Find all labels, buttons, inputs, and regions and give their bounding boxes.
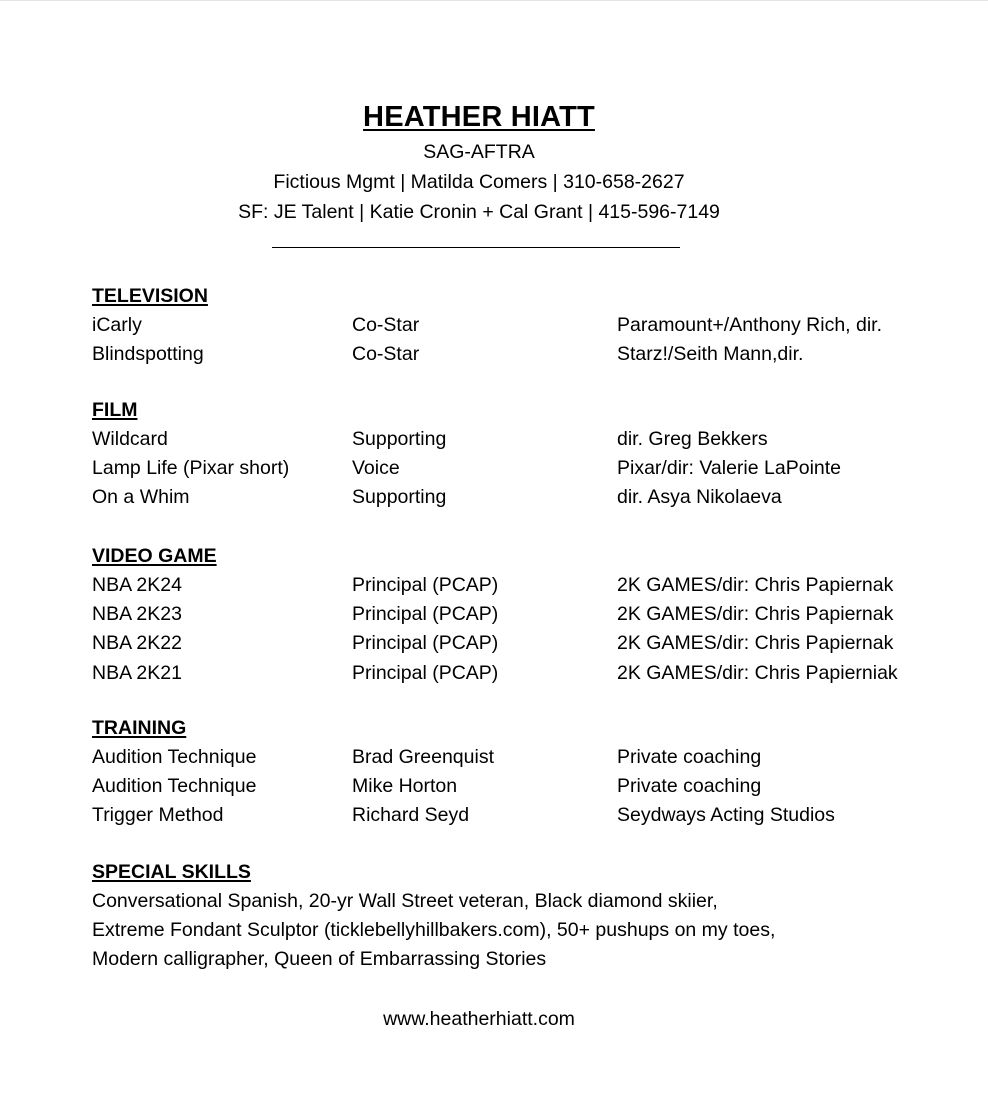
- section-title-video-game: VIDEO GAME: [92, 545, 217, 567]
- training-class: Trigger Method: [92, 804, 224, 827]
- credit-role: Supporting: [352, 486, 447, 509]
- credit-project: NBA 2K21: [92, 661, 182, 684]
- union-affiliation: SAG-AFTRA: [423, 141, 535, 163]
- credit-row: [92, 425, 952, 454]
- credit-details: dir. Asya Nikolaeva: [617, 486, 782, 509]
- credit-details: 2K GAMES/dir: Chris Papierniak: [617, 661, 898, 684]
- credit-role: Co-Star: [352, 314, 420, 336]
- credit-project: NBA 2K22: [92, 632, 182, 655]
- credit-details: 2K GAMES/dir: Chris Papiernak: [617, 574, 894, 596]
- section-title-film: FILM: [92, 399, 138, 421]
- credit-project: NBA 2K23: [92, 603, 182, 626]
- credit-row: [92, 311, 952, 340]
- credit-row: [92, 600, 952, 629]
- training-class: Audition Technique: [92, 746, 257, 768]
- credit-project: iCarly: [92, 314, 142, 336]
- credit-details: Starz!/Seith Mann,dir.: [617, 343, 804, 366]
- credit-project: On a Whim: [92, 486, 190, 509]
- section-special-skills: [92, 858, 952, 975]
- credit-project: NBA 2K24: [92, 574, 182, 596]
- training-teacher: Richard Seyd: [352, 804, 470, 827]
- header-divider: [272, 247, 680, 248]
- section-title-special-skills: SPECIAL SKILLS: [92, 861, 251, 883]
- credit-project: Blindspotting: [92, 343, 204, 366]
- training-teacher: Mike Horton: [352, 775, 458, 798]
- credit-project: Lamp Life (Pixar short): [92, 457, 290, 480]
- section-film: [92, 396, 952, 513]
- credit-row: [92, 483, 952, 512]
- actor-name: HEATHER HIATT: [363, 101, 595, 133]
- skills-line: Conversational Spanish, 20-yr Wall Street veteran, Black diamond skiier,: [92, 890, 718, 912]
- credit-row: [92, 659, 952, 688]
- section-title-television: TELEVISION: [92, 285, 208, 307]
- credit-row: [92, 571, 952, 600]
- credit-row: [92, 743, 952, 772]
- training-studio: Private coaching: [617, 746, 762, 768]
- agency-contact: SF: JE Talent | Katie Cronin + Cal Grant | 415-596-7149: [238, 201, 720, 223]
- skills-line: Modern calligrapher, Queen of Embarrassing Stories: [92, 948, 547, 971]
- credit-role: Principal (PCAP): [352, 632, 499, 655]
- section-title-training: TRAINING: [92, 717, 187, 739]
- management-contact: Fictious Mgmt | Matilda Comers | 310-658-2627: [273, 171, 685, 193]
- section-video-game: [92, 542, 952, 688]
- credit-details: dir. Greg Bekkers: [617, 428, 768, 450]
- credit-details: 2K GAMES/dir: Chris Papiernak: [617, 603, 894, 626]
- credit-details: Paramount+/Anthony Rich, dir.: [617, 314, 883, 336]
- skills-line: Extreme Fondant Sculptor (ticklebellyhillbakers.com), 50+ pushups on my toes,: [92, 919, 776, 942]
- credit-role: Supporting: [352, 428, 447, 450]
- credit-role: Principal (PCAP): [352, 661, 499, 684]
- credit-role: Principal (PCAP): [352, 574, 499, 596]
- credit-role: Principal (PCAP): [352, 603, 499, 626]
- training-studio: Seydways Acting Studios: [617, 804, 835, 827]
- training-teacher: Brad Greenquist: [352, 746, 494, 768]
- website-url: www.heatherhiatt.com: [383, 1008, 575, 1030]
- credit-row: [92, 629, 952, 658]
- credit-project: Wildcard: [92, 428, 168, 450]
- training-studio: Private coaching: [617, 775, 762, 798]
- resume-header: [0, 97, 958, 227]
- credit-row: [92, 454, 952, 483]
- credit-row: [92, 340, 952, 369]
- training-class: Audition Technique: [92, 775, 257, 798]
- credit-row: [92, 801, 952, 830]
- credit-role: Voice: [352, 457, 400, 480]
- credit-row: [92, 772, 952, 801]
- credit-details: Pixar/dir: Valerie LaPointe: [617, 457, 842, 480]
- section-training: [92, 714, 952, 831]
- credit-role: Co-Star: [352, 343, 420, 366]
- credit-details: 2K GAMES/dir: Chris Papiernak: [617, 632, 894, 655]
- section-television: [92, 282, 952, 369]
